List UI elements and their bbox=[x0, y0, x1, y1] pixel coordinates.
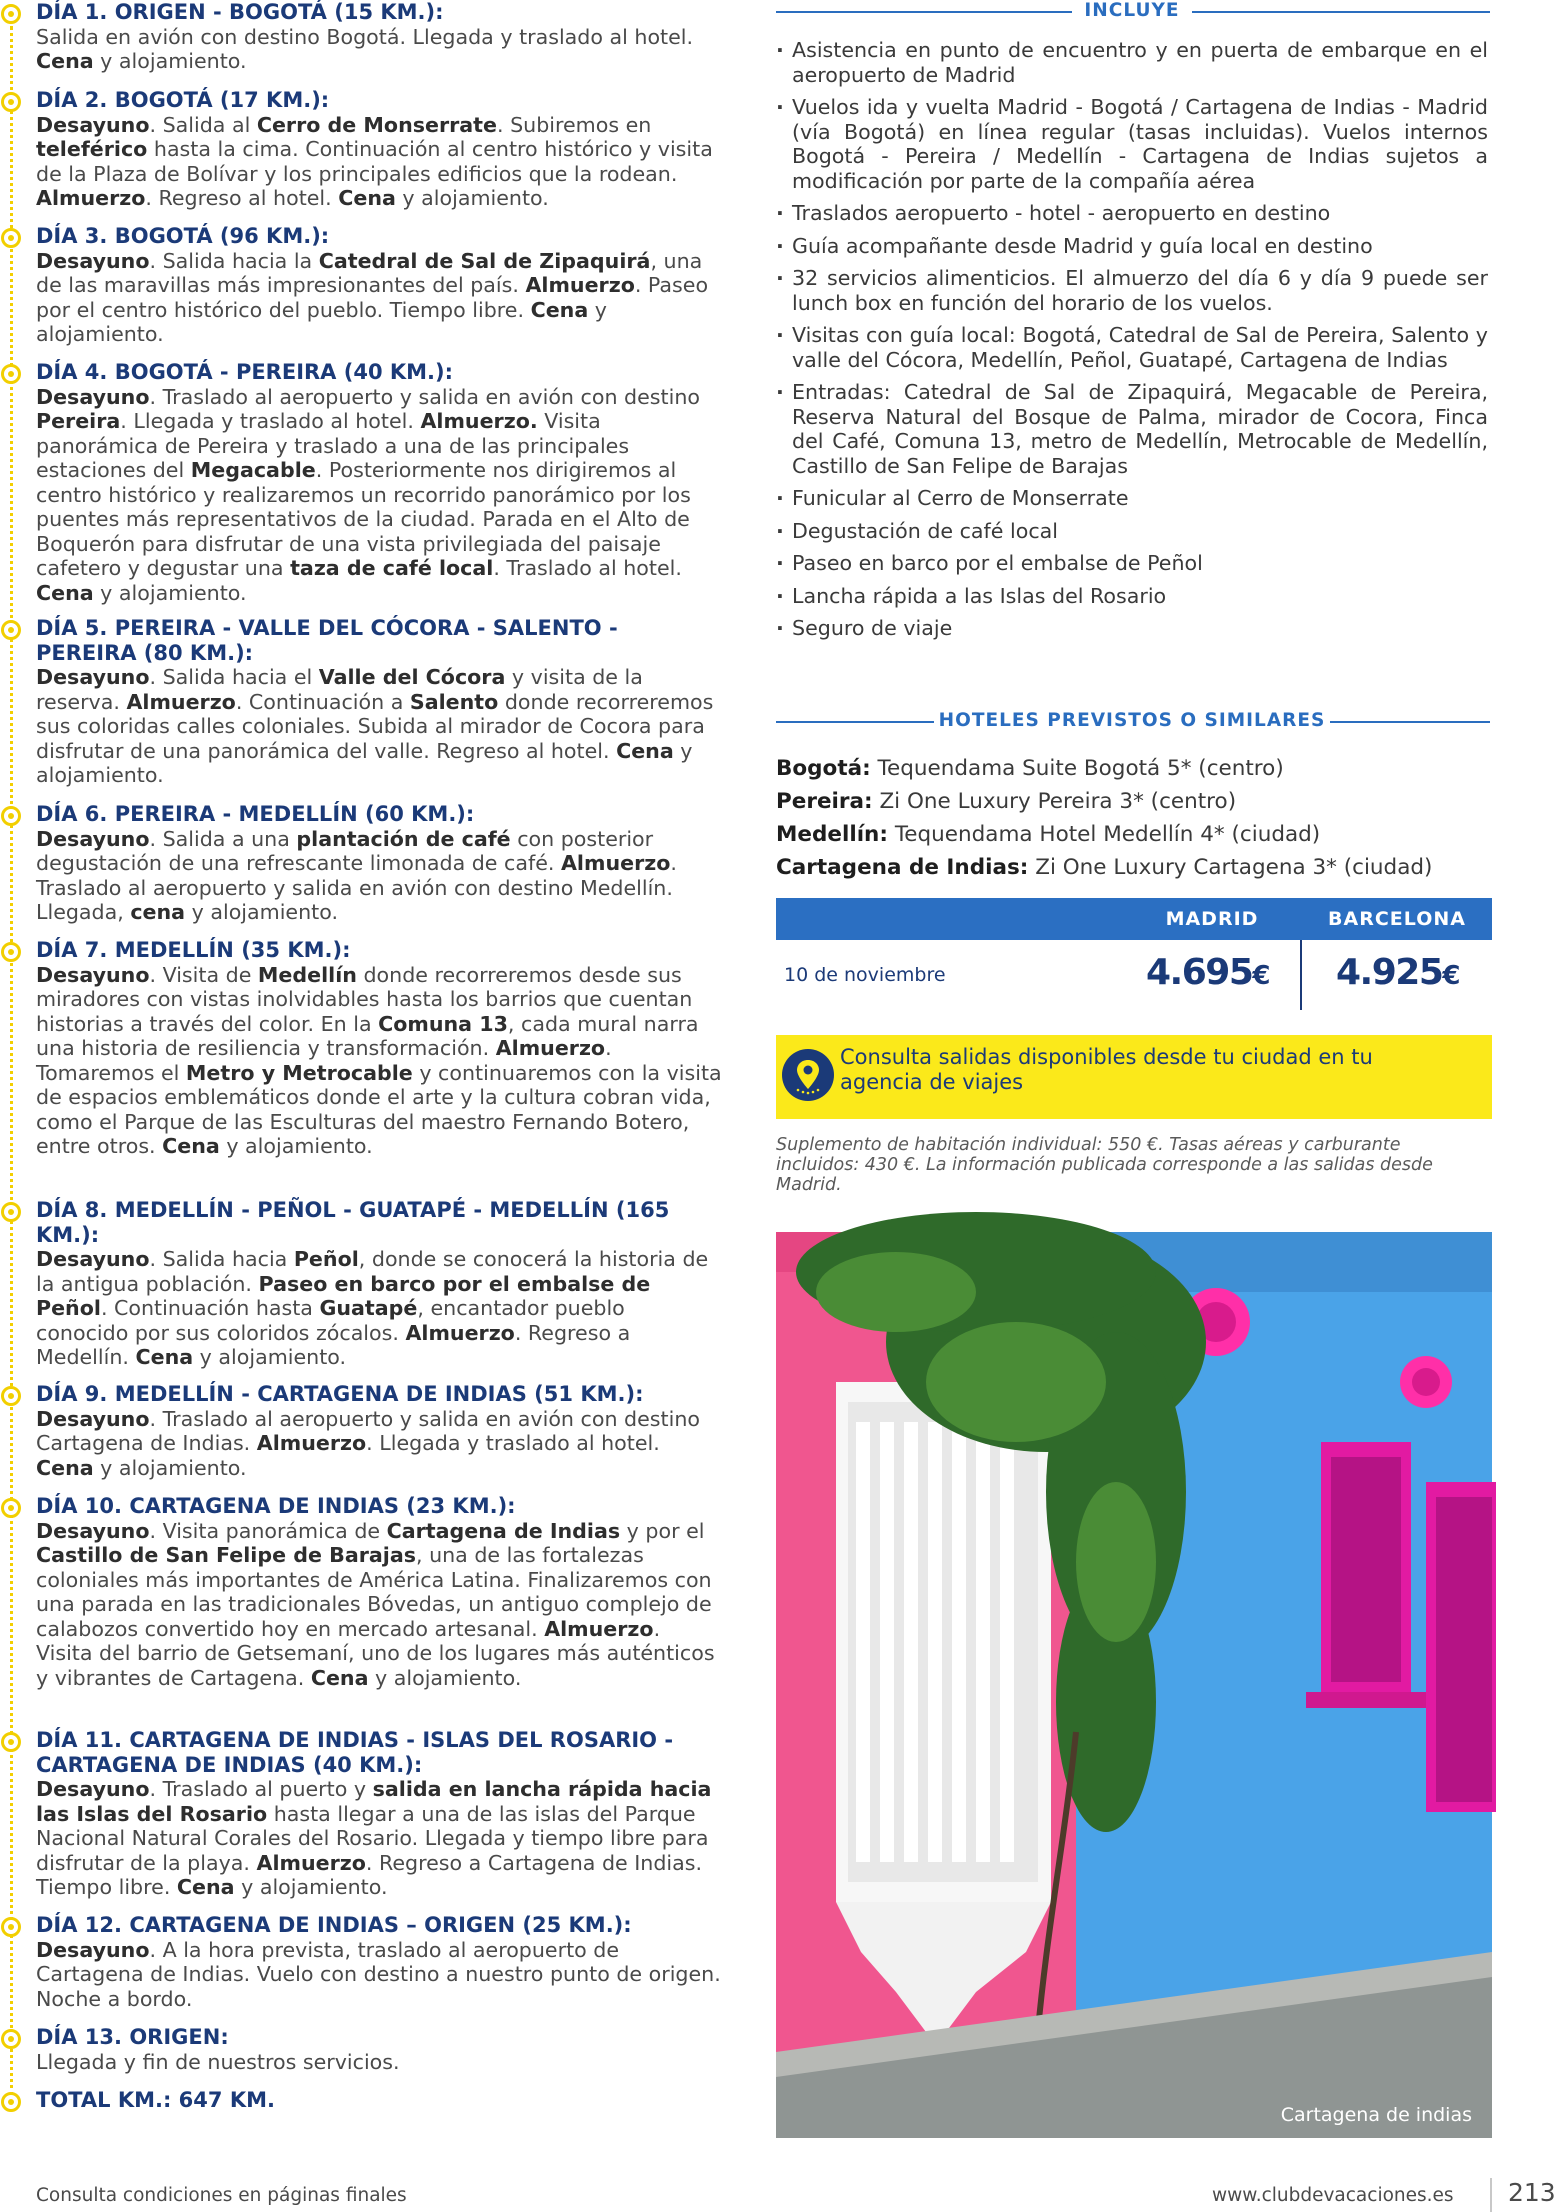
day-title: DÍA 1. ORIGEN - BOGOTÁ (15 KM.): bbox=[36, 0, 444, 24]
currency-symbol: € bbox=[1252, 961, 1271, 991]
day-title: DÍA 9. MEDELLÍN - CARTAGENA DE INDIAS (51 KM.): bbox=[36, 1382, 644, 1406]
day-title: DÍA 2. BOGOTÁ (17 KM.): bbox=[36, 88, 330, 112]
list-item: · Vuelos ida y vuelta Madrid - Bogotá / Cartagena de Indias - Madrid (vía Bogotá) en línea regular (tasas incluidas). Vuelos internos Bogotá - Pereira / Medellín - Cartagena de Indias sujetos a modificación por parte de la compañía aérea bbox=[776, 95, 1488, 193]
section-rule-left bbox=[776, 721, 934, 723]
footer-divider bbox=[1490, 2178, 1492, 2212]
day-description: Desayuno. Salida al Cerro de Monserrate. Subiremos en teleférico hasta la cima. Continuación al centro histórico y visita de la Plaza de Bolívar y los principales edificios que la rodean. Almuerzo. Regreso al hotel. Cena y alojamiento. bbox=[36, 112, 713, 210]
photo-caption: Cartagena de indias bbox=[1280, 2104, 1472, 2126]
includes-list bbox=[776, 38, 1488, 649]
section-rule-right bbox=[1192, 11, 1490, 13]
column-divider bbox=[1300, 940, 1302, 1010]
day-title: DÍA 3. BOGOTÁ (96 KM.): bbox=[36, 224, 330, 248]
day-marker-icon bbox=[1, 2092, 21, 2112]
footer-website-link[interactable]: www.clubdevacaciones.es bbox=[1212, 2185, 1454, 2206]
day-marker-icon bbox=[1, 1498, 21, 1518]
hotel-item bbox=[776, 789, 1496, 814]
day-13 bbox=[36, 2025, 722, 2074]
day-title: DÍA 12. CARTAGENA DE INDIAS – ORIGEN (25 KM.): bbox=[36, 1913, 632, 1937]
list-item: · Traslados aeropuerto - hotel - aeropuerto en destino bbox=[776, 201, 1488, 226]
currency-symbol: € bbox=[1442, 961, 1461, 991]
section-rule-right bbox=[1330, 721, 1490, 723]
list-item: · Seguro de viaje bbox=[776, 616, 1488, 641]
hotel-city: Cartagena de Indias: bbox=[776, 855, 1029, 880]
day-marker-icon bbox=[1, 92, 21, 112]
departure-date: 10 de noviembre bbox=[784, 964, 946, 986]
day-title: DÍA 7. MEDELLÍN (35 KM.): bbox=[36, 938, 351, 962]
photo-illustration bbox=[776, 1232, 1492, 2138]
column-barcelona: BARCELONA bbox=[1328, 908, 1466, 930]
total-km-label: TOTAL KM.: 647 KM. bbox=[36, 2088, 275, 2112]
price-table-header bbox=[776, 898, 1492, 940]
itinerary-column bbox=[0, 0, 722, 2140]
day-title: DÍA 13. ORIGEN: bbox=[36, 2025, 229, 2049]
day-marker-icon bbox=[1, 806, 21, 826]
price-value: 4.695 bbox=[1146, 952, 1253, 993]
day-description: Desayuno. Salida hacia Peñol, donde se conocerá la historia de la antigua población. Paseo en barco por el embalse de Peñol. Continuación hasta Guatapé, encantador pueblo conocido por sus coloridos zócalos. Almuerzo. Regreso a Medellín. Cena y alojamiento. bbox=[36, 1247, 709, 1369]
hotel-name: Zi One Luxury Cartagena 3* (ciudad) bbox=[1035, 855, 1433, 880]
day-1 bbox=[36, 0, 722, 74]
column-madrid: MADRID bbox=[1165, 908, 1259, 930]
day-marker-icon bbox=[1, 1917, 21, 1937]
day-marker-icon bbox=[1, 1202, 21, 1222]
day-5 bbox=[36, 616, 722, 788]
list-item: · Degustación de café local bbox=[776, 519, 1488, 544]
price-barcelona bbox=[1336, 952, 1460, 993]
day-marker-icon bbox=[1, 228, 21, 248]
hotels-heading: HOTELES PREVISTOS O SIMILARES bbox=[938, 710, 1326, 731]
day-9 bbox=[36, 1382, 722, 1480]
day-marker-icon bbox=[1, 1732, 21, 1752]
day-description: Desayuno. Traslado al puerto y salida en lancha rápida hacia las Islas del Rosario hasta llegar a una de las islas del Parque Nacional Natural Corales del Rosario. Llegada y tiempo libre para disfrutar de la playa. Almuerzo. Regreso a Cartagena de Indias. Tiempo libre. Cena y alojamiento. bbox=[36, 1777, 712, 1899]
price-footnote: Suplemento de habitación individual: 550 €. Tasas aéreas y carburante incluidos: 430 €. La información publicada corresponde a las salidas desde Madrid. bbox=[776, 1135, 1433, 1195]
page-number: 213 bbox=[1508, 2178, 1556, 2207]
day-description: Desayuno. Traslado al aeropuerto y salida en avión con destino Pereira. Llegada y traslado al hotel. Almuerzo. Visita panorámica de Pereira y traslado a una de las principales estaciones del Megacable. Posteriormente nos dirigiremos al centro histórico y realizaremos un recorrido panorámico por los puentes más representativos de la ciudad. Parada en el Alto de Boquerón para disfrutar de una vista privilegiada del paisaje cafetero y degustar una taza de café local. Traslado al hotel. Cena y alojamiento. bbox=[36, 384, 700, 605]
day-description: Desayuno. Salida hacia el Valle del Cócora y visita de la reserva. Almuerzo. Continuación a Salento donde recorreremos sus coloridas calles coloniales. Subida al mirador de Cocora para disfrutar de una panorámica del valle. Regreso al hotel. Cena y alojamiento. bbox=[36, 665, 714, 787]
price-row bbox=[776, 940, 1492, 1010]
day-10 bbox=[36, 1494, 722, 1690]
day-description: Desayuno. A la hora prevista, traslado al aeropuerto de Cartagena de Indias. Vuelo con destino a nuestro punto de origen. Noche a bordo. bbox=[36, 1937, 721, 2011]
day-12 bbox=[36, 1913, 722, 2011]
hotel-city: Medellín: bbox=[776, 822, 888, 847]
list-item: · 32 servicios alimenticios. El almuerzo del día 6 y día 9 puede ser lunch box en función del horario de los vuelos. bbox=[776, 266, 1488, 315]
day-2 bbox=[36, 88, 722, 211]
list-item: · Funicular al Cerro de Monserrate bbox=[776, 486, 1488, 511]
day-4 bbox=[36, 360, 722, 605]
list-item: · Visitas con guía local: Bogotá, Catedral de Sal de Pereira, Salento y valle del Cócora, Medellín, Peñol, Guatapé, Cartagena de Indias bbox=[776, 323, 1488, 372]
day-description: Desayuno. Salida a una plantación de café con posterior degustación de una refrescante limonada de café. Almuerzo. Traslado al aeropuerto y salida en avión con destino Medellín. Llegada, cena y alojamiento. bbox=[36, 826, 677, 924]
timeline-dotted-line bbox=[10, 26, 13, 2096]
list-item: · Entradas: Catedral de Sal de Zipaquirá, Megacable de Pereira, Reserva Natural del Bosque de Palma, mirador de Cocora, Finca del Café, Comuna 13, metro de Medellín, Metrocable de Medellín, Castillo de San Felipe de Barajas bbox=[776, 380, 1488, 478]
departures-info-banner bbox=[776, 1035, 1492, 1119]
day-title: DÍA 4. BOGOTÁ - PEREIRA (40 KM.): bbox=[36, 360, 454, 384]
day-marker-icon bbox=[1, 2029, 21, 2049]
list-item: · Guía acompañante desde Madrid y guía local en destino bbox=[776, 234, 1488, 259]
hotel-name: Zi One Luxury Pereira 3* (centro) bbox=[879, 789, 1237, 814]
hotel-item bbox=[776, 822, 1496, 847]
hotel-name: Tequendama Suite Bogotá 5* (centro) bbox=[877, 756, 1284, 781]
hotel-city: Bogotá: bbox=[776, 756, 871, 781]
footer-conditions-note: Consulta condiciones en páginas finales bbox=[36, 2185, 407, 2206]
location-pin-icon bbox=[782, 1049, 834, 1101]
includes-heading: INCLUYE bbox=[1084, 0, 1180, 21]
price-madrid bbox=[1146, 952, 1270, 993]
day-marker-icon bbox=[1, 620, 21, 640]
list-item: · Paseo en barco por el embalse de Peñol bbox=[776, 551, 1488, 576]
hotel-name: Tequendama Hotel Medellín 4* (ciudad) bbox=[894, 822, 1321, 847]
day-title: DÍA 11. CARTAGENA DE INDIAS - ISLAS DEL ROSARIO - CARTAGENA DE INDIAS (40 KM.): bbox=[36, 1728, 674, 1777]
day-description: Llegada y fin de nuestros servicios. bbox=[36, 2049, 400, 2074]
price-value: 4.925 bbox=[1336, 952, 1443, 993]
hotel-item bbox=[776, 756, 1496, 781]
list-item: · Lancha rápida a las Islas del Rosario bbox=[776, 584, 1488, 609]
day-title: DÍA 6. PEREIRA - MEDELLÍN (60 KM.): bbox=[36, 802, 475, 826]
section-rule-left bbox=[776, 11, 1072, 13]
day-6 bbox=[36, 802, 722, 925]
cartagena-street-photo bbox=[776, 1232, 1492, 2138]
day-title: DÍA 8. MEDELLÍN - PEÑOL - GUATAPÉ - MEDELLÍN (165 KM.): bbox=[36, 1198, 670, 1247]
day-marker-icon bbox=[1, 4, 21, 24]
day-11 bbox=[36, 1728, 722, 1900]
day-marker-icon bbox=[1, 942, 21, 962]
day-description: Desayuno. Traslado al aeropuerto y salida en avión con destino Cartagena de Indias. Almuerzo. Llegada y traslado al hotel. Cena y alojamiento. bbox=[36, 1406, 700, 1480]
day-description: Desayuno. Visita de Medellín donde recorreremos desde sus miradores con vistas inolvidables hasta los barrios que cuentan historias a través del color. En la Comuna 13, cada mural narra una historia de resiliencia y transformación. Almuerzo. Tomaremos el Metro y Metrocable y continuaremos con la visita de espacios emblemáticos donde el arte y la cultura cobran vida, como el Parque de las Esculturas del maestro Fernando Botero, entre otros. Cena y alojamiento. bbox=[36, 962, 722, 1158]
banner-text: Consulta salidas disponibles desde tu ciudad en tu agencia de viajes bbox=[840, 1045, 1373, 1094]
day-marker-icon bbox=[1, 364, 21, 384]
day-3 bbox=[36, 224, 722, 347]
day-description: Salida en avión con destino Bogotá. Llegada y traslado al hotel. Cena y alojamiento. bbox=[36, 24, 694, 73]
day-marker-icon bbox=[1, 1386, 21, 1406]
hotel-item bbox=[776, 855, 1496, 880]
day-7 bbox=[36, 938, 722, 1159]
day-description: Desayuno. Salida hacia la Catedral de Sal de Zipaquirá, una de las maravillas más impresionantes del país. Almuerzo. Paseo por el centro histórico del pueblo. Tiempo libre. Cena y alojamiento. bbox=[36, 248, 709, 346]
hotel-city: Pereira: bbox=[776, 789, 873, 814]
day-title: DÍA 5. PEREIRA - VALLE DEL CÓCORA - SALENTO - PEREIRA (80 KM.): bbox=[36, 616, 618, 665]
day-8 bbox=[36, 1198, 722, 1370]
day-title: DÍA 10. CARTAGENA DE INDIAS (23 KM.): bbox=[36, 1494, 516, 1518]
day-description: Desayuno. Visita panorámica de Cartagena de Indias y por el Castillo de San Felipe de Barajas, una de las fortalezas coloniales más importantes de América Latina. Finalizaremos con una parada en las tradicionales Bóvedas, un antiguo complejo de calabozos convertido hoy en mercado artesanal. Almuerzo. Visita del barrio de Getsemaní, uno de los lugares más auténticos y vibrantes de Cartagena. Cena y alojamiento. bbox=[36, 1518, 715, 1690]
list-item: · Asistencia en punto de encuentro y en puerta de embarque en el aeropuerto de Madrid bbox=[776, 38, 1488, 87]
total-km bbox=[36, 2088, 722, 2113]
